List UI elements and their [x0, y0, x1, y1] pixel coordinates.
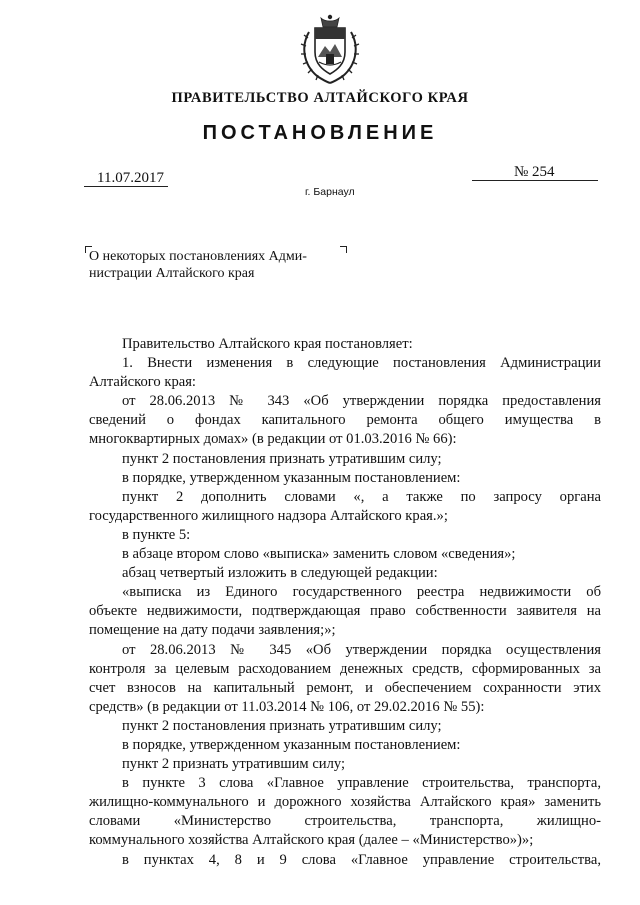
- body-line: объекте недвижимости, подтверждающая право собственности заявителя на: [89, 603, 601, 620]
- body-line: от 28.06.2013 № 345 «Об утверждении порядка осуществления: [122, 641, 601, 658]
- document-subject: [89, 248, 351, 282]
- body-line: Правительство Алтайского края постановляет:: [122, 336, 413, 352]
- body-line: в пункте 5:: [122, 526, 191, 543]
- body-line: в порядке, утвержденном указанным постановлением:: [122, 736, 461, 753]
- date-underline: [84, 186, 168, 187]
- document-body: [89, 335, 601, 870]
- body-line: в абзаце втором слово «выписка» заменить словом «сведения»;: [122, 546, 516, 563]
- document-type: ПОСТАНОВЛЕНИЕ: [202, 122, 438, 144]
- body-line: средств» (в редакции от 11.03.2014 № 106, от 29.02.2016 № 55):: [89, 698, 485, 715]
- body-line: в пунктах 4, 8 и 9 слова «Главное управление строительства,: [122, 851, 601, 868]
- body-line: «выписка из Единого государственного реестра недвижимости об: [122, 584, 601, 601]
- body-line: от 28.06.2013 № 343 «Об утверждении порядка предоставления: [122, 393, 601, 410]
- body-line: пункт 2 постановления признать утратившим силу;: [122, 717, 442, 734]
- body-line: пункт 2 признать утратившим силу;: [122, 756, 346, 773]
- body-line: 1. Внести изменения в следующие постановления Администрации: [122, 355, 601, 372]
- document-number: № 254: [514, 164, 555, 180]
- body-line: словами «Министерство строительства, транспорта, жилищно-: [89, 813, 601, 830]
- city-label: г. Барнаул: [305, 186, 355, 198]
- body-line: в порядке, утвержденном указанным постановлением:: [122, 469, 461, 486]
- document-date: 11.07.2017: [97, 170, 164, 186]
- government-title: ПРАВИТЕЛЬСТВО АЛТАЙСКОГО КРАЯ: [171, 90, 469, 106]
- body-line: пункт 2 дополнить словами «, а также по запросу органа: [122, 488, 601, 505]
- body-line: коммунального хозяйства Алтайского края (далее – «Министерство»)»;: [89, 832, 534, 849]
- altai-coat-of-arms-icon: [299, 12, 361, 84]
- body-line: государственного жилищного надзора Алтайского края.»;: [89, 507, 448, 524]
- body-line: абзац четвертый изложить в следующей редакции:: [122, 565, 438, 582]
- body-line: контроля за целевым расходованием денежных средств, сформированных за: [89, 660, 601, 677]
- body-line: помещение на дату подачи заявления;»;: [89, 622, 336, 639]
- subject-line: нистрации Алтайского края: [89, 266, 255, 281]
- body-line: жилищно-коммунального и дорожного хозяйства Алтайского края» заменить: [89, 794, 601, 811]
- body-line: пункт 2 постановления признать утратившим силу;: [122, 450, 442, 467]
- body-line: в пункте 3 слова «Главное управление строительства, транспорта,: [122, 775, 601, 792]
- body-line: счет взносов на капитальный ремонт, и обеспечением сохранности этих: [89, 679, 601, 696]
- body-line: Алтайского края:: [89, 374, 196, 391]
- number-underline: [472, 180, 598, 181]
- subject-line: О некоторых постановлениях Адми-: [89, 249, 307, 264]
- body-line: сведений о фондах капитального ремонта общего имущества в: [89, 412, 601, 429]
- body-line: многоквартирных домах» (в редакции от 01.03.2016 № 66):: [89, 431, 457, 448]
